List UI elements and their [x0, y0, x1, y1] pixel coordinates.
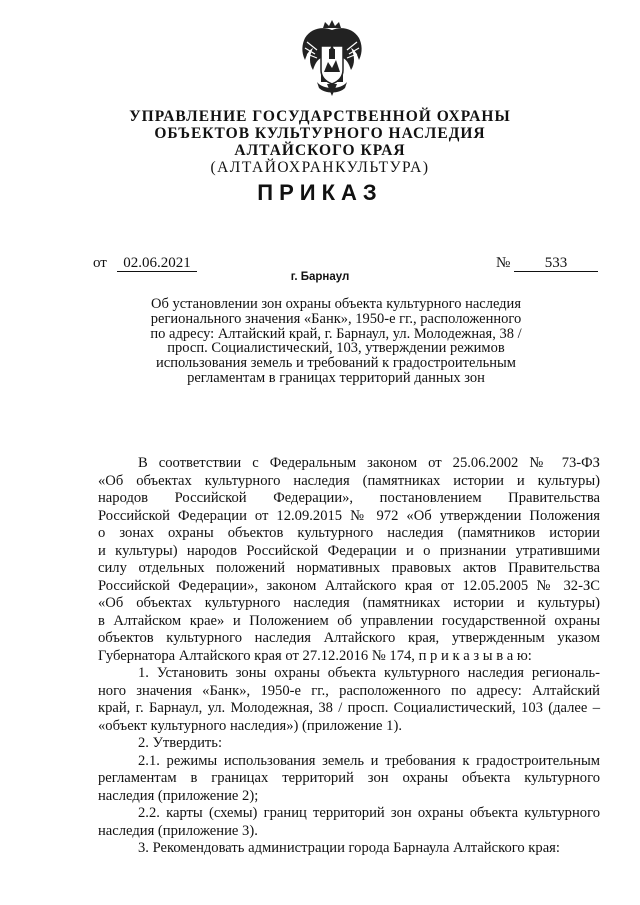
org-short-name: (АЛТАЙОХРАНКУЛЬТУРА)	[210, 159, 430, 176]
body-line: силу отдельных положений нормативных правовых актов Правительства	[98, 560, 600, 576]
subject-line: по адресу: Алтайский край, г. Барнаул, ул. Молодежная, 38 /	[150, 325, 522, 342]
document-title: ПРИКАЗ	[257, 180, 383, 205]
subject-line: просп. Социалистический, 103, утверждении режимов	[167, 340, 505, 357]
body-line: Российской Федерации от 12.09.2015 № 972 «Об утверждении Положения	[98, 507, 600, 524]
body-line: наследия (приложение 3).	[98, 822, 258, 839]
body-line: в Алтайском крае» и Положением об управлении государственной охраны	[98, 612, 600, 629]
org-name-line-3: АЛТАЙСКОГО КРАЯ	[234, 142, 406, 159]
body-line: «объект культурного наследия») (приложение 1).	[98, 717, 402, 734]
org-name-line-2: ОБЪЕКТОВ КУЛЬТУРНОГО НАСЛЕДИЯ	[154, 125, 486, 142]
body-line: «Об объектах культурного наследия (памятниках истории и культуры)	[98, 472, 600, 489]
body-line: В соответствии с Федеральным законом от 25.06.2002 № 73-ФЗ	[138, 455, 600, 471]
body-line: 2.1. режимы использования земель и требования к градостроительным	[138, 752, 600, 769]
body-line: 1. Установить зоны охраны объекта культурного наследия региональ-	[138, 665, 600, 681]
order-date: 02.06.2021	[117, 255, 197, 272]
body-line: 2. Утвердить:	[138, 735, 223, 751]
body-line: объектов культурного наследия Алтайского края, утвержденным указом	[98, 630, 600, 646]
body-line: регламентам в границах территорий зон охраны объекта культурного	[98, 770, 600, 786]
body-line: 2.2. карты (схемы) границ территорий зон охраны объекта культурного	[138, 805, 600, 821]
subject-line: Об установлении зон охраны объекта культурного наследия	[151, 296, 521, 312]
order-subject	[130, 297, 542, 386]
body-line: край, г. Барнаул, ул. Молодежная, 38 / просп. Социалистический, 103 (далее –	[98, 700, 600, 716]
org-name-line-1: УПРАВЛЕНИЕ ГОСУДАРСТВЕННОЙ ОХРАНЫ	[129, 108, 511, 125]
body-line: и культуры) народов Российской Федерации и о признании утратившими	[98, 542, 600, 559]
body-line: наследия (приложение 2);	[98, 787, 259, 804]
subject-line: регионального значения «Банк», 1950-е гг., расположенного	[150, 310, 522, 327]
date-prefix: от	[93, 255, 107, 271]
subject-line: регламентам в границах территорий данных зон	[187, 369, 485, 386]
body-line: «Об объектах культурного наследия (памятниках истории и культуры)	[98, 595, 600, 611]
order-body	[98, 455, 600, 858]
subject-line: использования земель и требований к градостроительным	[156, 355, 516, 372]
order-number: 533	[514, 255, 598, 272]
body-line: Губернатора Алтайского края от 27.12.2016 № 174, п р и к а з ы в а ю:	[98, 647, 532, 664]
body-line: народов Российской Федерации», постановлением Правительства	[98, 490, 600, 506]
altai-krai-coat-of-arms-icon	[299, 20, 365, 96]
body-line: 3. Рекомендовать администрации города Барнаула Алтайского края:	[138, 840, 560, 856]
body-line: ного значения «Банк», 1950-е гг., расположенного по адресу: Алтайский	[98, 682, 600, 699]
number-sign: №	[496, 255, 511, 271]
body-line: Российской Федерации», законом Алтайского края от 12.05.2005 № 32-ЗС	[98, 577, 600, 594]
city: г. Барнаул	[290, 271, 350, 283]
body-line: о зонах охраны объектов культурного наследия (памятников истории	[98, 525, 600, 541]
